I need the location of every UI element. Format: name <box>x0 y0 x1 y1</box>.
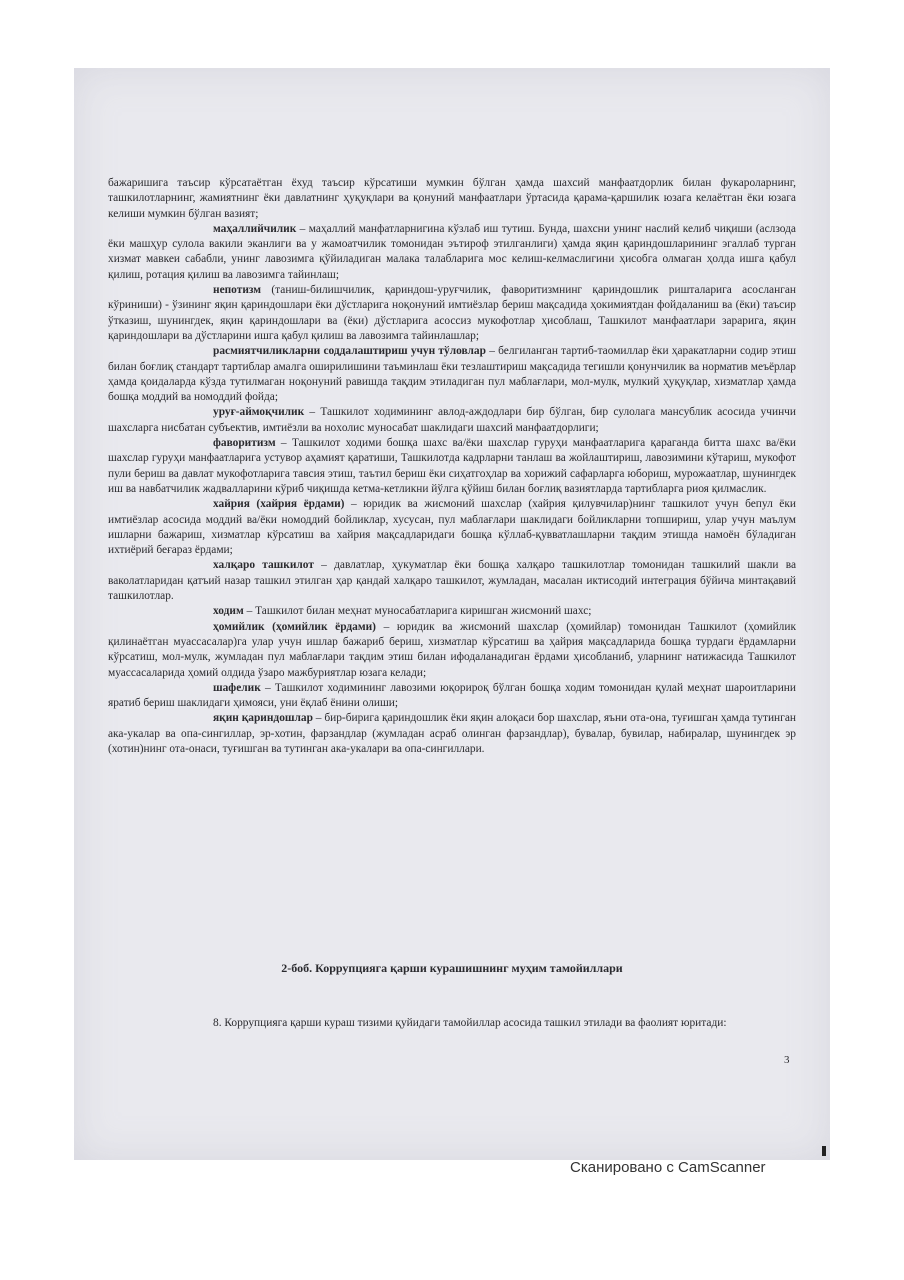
definition-term: фаворитизм <box>213 437 276 450</box>
definition-term: ходим <box>213 605 244 618</box>
definition-urug-aymoqchilik <box>108 405 796 436</box>
definition-text: – юридик ва жисмоний шахслар (хайрия қилувчилар)нинг ташкилот учун бепул ёки имтиёзлар асосида моддий ва/ёки номоддий бойликлар, хусусан, пул маблағлари шаклидаги бойликларни топшириш, улар учун маълум ишларни бажариш, хизматлар кўрсатиш ва хайрия мақсадларидаги бошқа кўллаб-қувватлашларни тақдим этишда намоён бўладиган ихтиёрий беғараз ёрдами; <box>108 498 796 557</box>
definition-term: яқин қариндошлар <box>213 712 313 725</box>
definition-text: – Ташкилот ходими бошқа шахс ва/ёки шахслар гуруҳи манфаатларига қараганда битта шахс ва/ёки шахслар гуруҳи манфаатларига устувор аҳамият қаратиши, Ташкилотда кадрларни танлаш ва жойлаштириш, лавозимини кўтариш, мукофот пули бериш ва давлат мукофотларига тавсия этиш, таътил бериш ёки сиҳатгоҳлар ва хорижий сафарларга юбориш, мурожаатлар, шунингдек иш ва навбатчилик жадвалларини кўриб чиқишда кетма-кетликни йўлга қўйиш билан боғлиқ вазиятларда тартибларга риоя қилмаслик. <box>108 437 796 495</box>
definition-hodim <box>108 604 796 619</box>
definition-term: расмиятчиликларни соддалаштириш учун тўловлар <box>213 345 486 358</box>
definition-term: халқаро ташкилот <box>213 559 314 572</box>
definition-homiylik <box>108 620 796 681</box>
paragraph-text: бажаришига таъсир кўрсатаётган ёхуд таъсир кўрсатиши мумкин бўлган ҳамда шахсий манфаатдорлик билан фукароларнинг, ташкилотларнинг, жамиятнинг ёки давлатнинг ҳуқуқлари ва қонуний манфаатлари ўртасида қарама-қаршилик юзага келаётган ёки юзага келиши мумкин бўлган вазият; <box>108 177 796 220</box>
definition-text: – белгиланган тартиб-таомиллар ёки ҳаракатларни содир этиш билан боғлиқ стандарт тартиблар амалга оширилишини таъминлаш ёки тезлаштириш мақсадида тегишли қонунчилик ва норматив меъёрлар ҳамда қоидаларда кўзда тутилмаган ноқонуний равишда тақдим этиладиган пул маблағлари, мол-мулк, мулкий ҳуқуқлар, хизматлар ҳамда бошқа моддий ва номоддий фойда; <box>108 345 796 404</box>
definition-favoritizm <box>108 436 796 497</box>
definition-text: – давлатлар, ҳукуматлар ёки бошқа халқаро ташкилотлар томонидан ташкилий шакли ва ваколатларидан қатъий назар ташкил этилган ҳар қандай халқаро ташкилот, жумладан, масалан иктисодий интеграция бўйича минтақавий ташкилотлар. <box>108 559 796 603</box>
scan-edge-mark <box>822 1146 826 1156</box>
definition-international-org <box>108 558 796 604</box>
definition-hayriya <box>108 497 796 558</box>
definition-text: – Ташкилот ходимининг лавозими юқорироқ бўлган бошқа ходим томонидан қулай меҳнат шароитларини яратиб бериш шаклидаги ҳимояси, уни ёқлаб ёнини олиши; <box>108 681 796 710</box>
definition-term: маҳаллийчилик <box>213 222 297 235</box>
definition-mahalliychilik <box>108 222 796 283</box>
paragraph-intro <box>108 176 796 222</box>
paragraph-8: 8. Коррупцияга қарши кураш тизими қуйидаги тамойиллар асосида ташкил этилади ва фаолият юритади: <box>213 1017 727 1030</box>
definition-term: хайрия (хайрия ёрдами) <box>213 498 345 511</box>
definition-term: шафелик <box>213 681 261 694</box>
page-number: 3 <box>784 1054 790 1066</box>
definition-text: – Ташкилот ходимининг авлод-аждодлари бир бўлган, бир сулолага мансублик асосида учинчи шахсларга нисбатан субъектив, имтиёзли ва ноxолис муносабат шаклидаги шахсий манфаатдорлиги; <box>108 406 796 434</box>
definition-shafelik <box>108 681 796 712</box>
definition-term: уруғ-аймоқчилик <box>213 406 305 419</box>
definition-text: – маҳаллий манфатларнигина кўзлаб иш тутиш. Бунда, шахсни унинг наслий келиб чиқиши (аслзода ёки машҳур сулола вакили эканлиги ва у жамоатчилик томонидан эътироф этилганлиги) ҳамда яқин қариндошларининг эгаллаб турган хизмат мавкеи сабабли, унинг лавозимга қўйиладиган малака талабларига мос келиш-келмаслигини ҳисобга олмаган ҳолда ишга қабул қилиш, ротация қилиш ва лавозимга тайинлаш; <box>108 222 796 281</box>
definition-text: – Ташкилот билан меҳнат муносабатларига киришган жисмоний шахс; <box>243 605 592 618</box>
definition-text: – бир-бирига қариндошлик ёки яқин алоқаси бор шахслар, яъни ота-она, туғишган ҳамда тутинган ака-укалар ва опа-сингиллар, эр-хотин, фарзандлар (жумладан асраб олинган фарзандлар), бувалар, бувилар, набиралар, шунингдек эр (хотин)нинг ота-онаси, туғишган ва тутинган ака-укалари ва опа-сингиллари. <box>108 712 796 755</box>
definition-close-relatives <box>108 711 796 757</box>
definition-text: – юридик ва жисмоний шахслар (ҳомийлар) томонидан Ташкилот (ҳомийлик қилинаётган муассасалар)га улар учун ишлар бажариб бериш, хизматлар кўрсатиш ва ҳайрия мақсадларида бошқа турдаги ёрдамларни кўрсатиш, мол-мулк, жумладан пул маблағлари тақдим этиш билан ифодаланадиган ёрдами ҳисобланиб, уларнинг натижасида Ташкилот муассасаларида ҳомий олдида ўзаро мажбуриятлар юзага келади; <box>108 620 796 679</box>
definition-term: ҳомийлик (ҳомийлик ёрдами) <box>213 620 376 633</box>
camscanner-watermark: Сканировано с CamScanner <box>570 1159 766 1176</box>
definition-term: непотизм <box>213 284 262 297</box>
definition-facilitation-payments <box>108 344 796 405</box>
chapter-heading: 2-боб. Коррупцияга қарши курашишнинг муҳим тамойиллари <box>281 961 623 975</box>
document-body <box>108 176 796 757</box>
definition-nepotizm <box>108 283 796 344</box>
definition-text: (таниш-билишчилик, қариндош-уруғчилик, фаворитизмнинг қариндошлик ришталарига асосланган кўриниши) - ўзининг яқин қариндошлари ёки дўстларига ноқонуний имтиёзлар бериш мақсадида ҳокимиятдан фойдаланиш ва (ёки) таъсир ўтказиш, шунингдек, яқин қариндошлари ва (ёки) дўстларига асоссиз мукофотлар ҳисоблаш, Ташкилот манфаатлари зарарига, яқин қариндошлари ва дўстларини ишга қабул қилиш ва лавозимга тайинлашлар; <box>108 284 796 342</box>
